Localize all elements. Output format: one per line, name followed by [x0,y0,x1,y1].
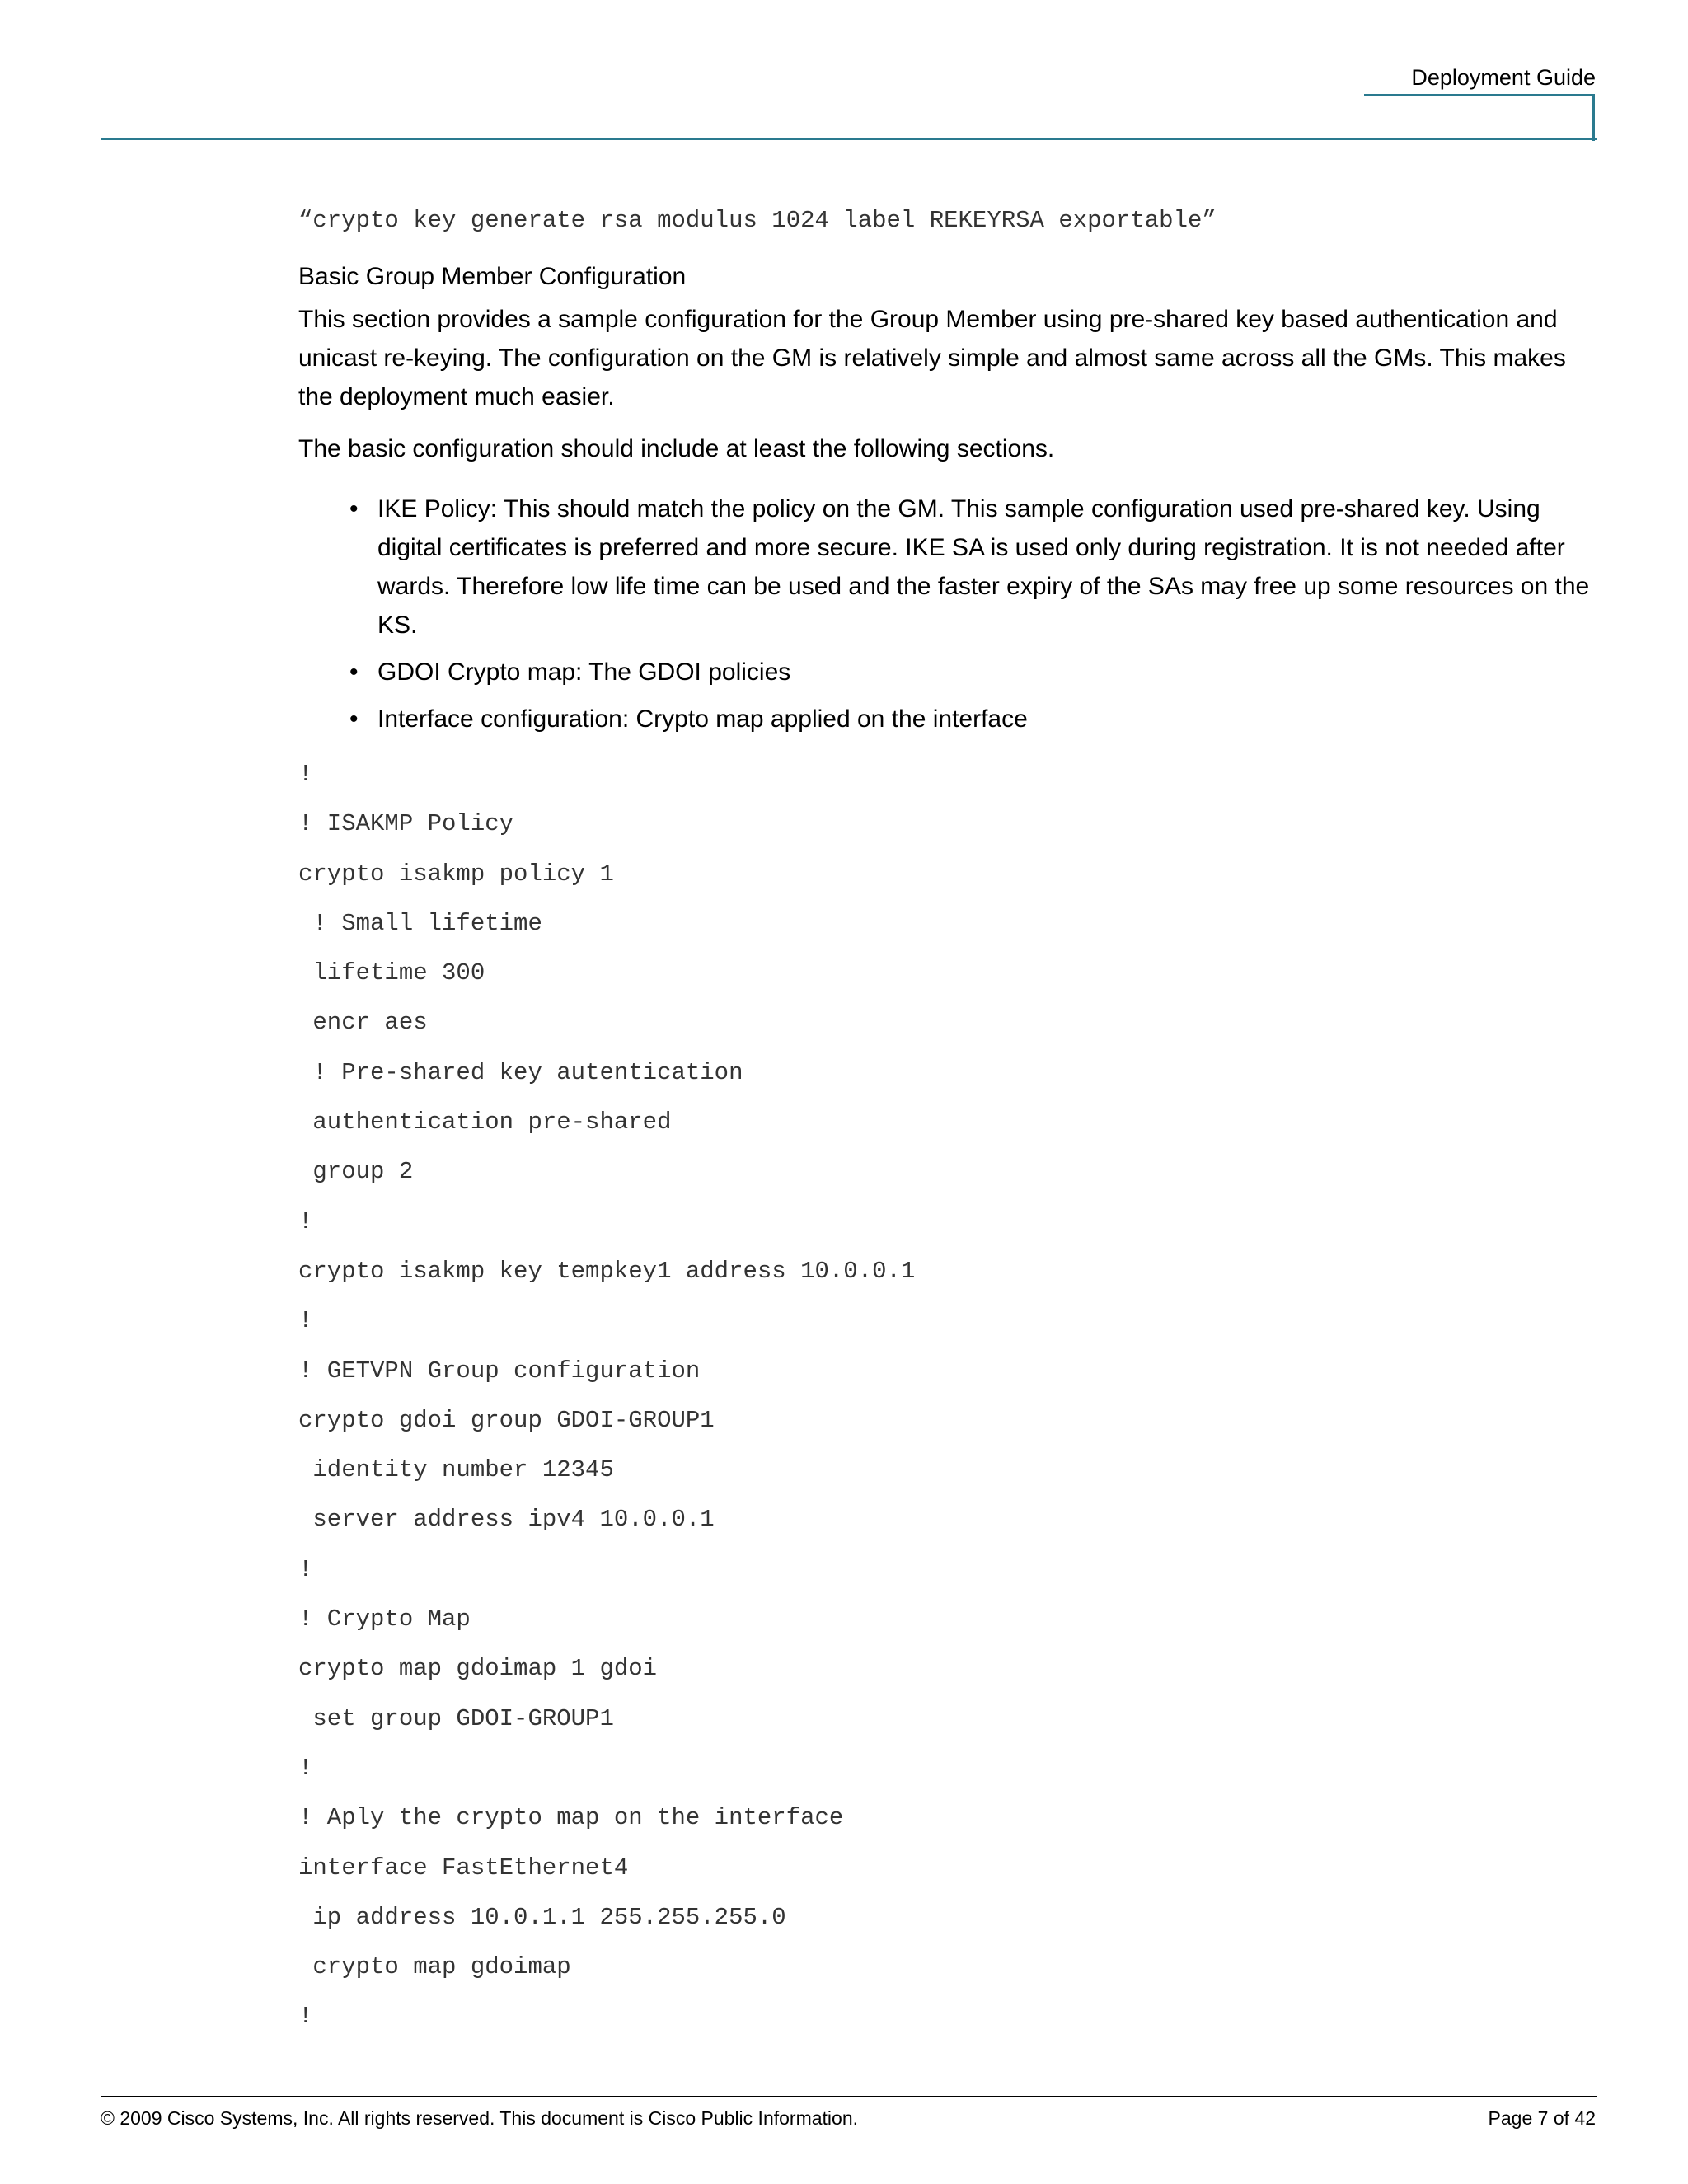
code-line: identity number 12345 [298,1456,614,1484]
code-line: ! Pre-shared key autentication [298,1058,743,1086]
code-line: encr aes [298,1009,428,1037]
header-tab-border [1364,94,1595,141]
footer-copyright: © 2009 Cisco Systems, Inc. All rights reserved. This document is Cisco Public Information. [101,2107,859,2129]
header-title: Deployment Guide [1411,65,1596,90]
code-line: crypto isakmp key tempkey1 address 10.0.0.1 [298,1257,916,1285]
code-line: interface FastEthernet4 [298,1854,629,1882]
bullet-text: IKE Policy: This should match the policy on the GM. This sample configuration used pre-shared key. Using digital certificates is preferred and more secure. IKE SA is used only during registration. It is not needed after wards. Therefore low life time can be used and the faster expiry of the SAs may free up some resources on the KS. [377,495,1590,639]
code-line: ! Small lifetime [298,909,542,937]
code-line: lifetime 300 [298,959,485,987]
bullet-item [349,700,1592,738]
bullet-item [349,653,1592,691]
code-line: ! [298,1754,313,1782]
code-quote: “crypto key generate rsa modulus 1024 label REKEYRSA exportable” [298,207,1217,234]
footer-page-number: Page 7 of 42 [1488,2107,1596,2129]
code-line: ip address 10.0.1.1 255.255.255.0 [298,1903,786,1931]
code-line: server address ipv4 10.0.0.1 [298,1506,715,1534]
code-line: crypto map gdoimap 1 gdoi [298,1655,658,1683]
code-line: group 2 [298,1158,414,1186]
code-line: crypto isakmp policy 1 [298,860,614,888]
code-line: ! [298,761,313,788]
bullet-icon: • [349,658,359,686]
code-line: ! [298,1207,313,1235]
code-line: ! GETVPN Group configuration [298,1357,701,1385]
code-line: ! ISAKMP Policy [298,810,514,838]
bullet-icon: • [349,495,359,523]
config-code-block [298,750,1592,2042]
section-heading: Basic Group Member Configuration [298,263,687,290]
header-rule [101,138,1597,140]
sections-paragraph: The basic configuration should include at least the following sections. [298,435,1055,462]
bullet-text: Interface configuration: Crypto map applied on the interface [377,705,1028,733]
code-line: ! [298,1307,313,1335]
code-line: crypto gdoi group GDOI-GROUP1 [298,1406,715,1434]
code-line: crypto map gdoimap [298,1953,571,1981]
bullet-list [298,490,1592,738]
code-line: set group GDOI-GROUP1 [298,1704,614,1732]
page-content [298,206,1592,2042]
footer-rule [101,2096,1597,2097]
intro-paragraph: This section provides a sample configuration for the Group Member using pre-shared key based authentication and unicast re-keying. The configuration on the GM is relatively simple and almost same across all the GMs. This makes the deployment much easier. [298,306,1566,410]
bullet-text: GDOI Crypto map: The GDOI policies [377,658,791,686]
bullet-icon: • [349,705,359,733]
code-line: ! Crypto Map [298,1605,471,1633]
bullet-item [349,490,1592,644]
code-line: ! Aply the crypto map on the interface [298,1804,844,1832]
code-line: authentication pre-shared [298,1108,672,1137]
code-line: ! [298,1555,313,1583]
code-line: ! [298,2003,313,2031]
